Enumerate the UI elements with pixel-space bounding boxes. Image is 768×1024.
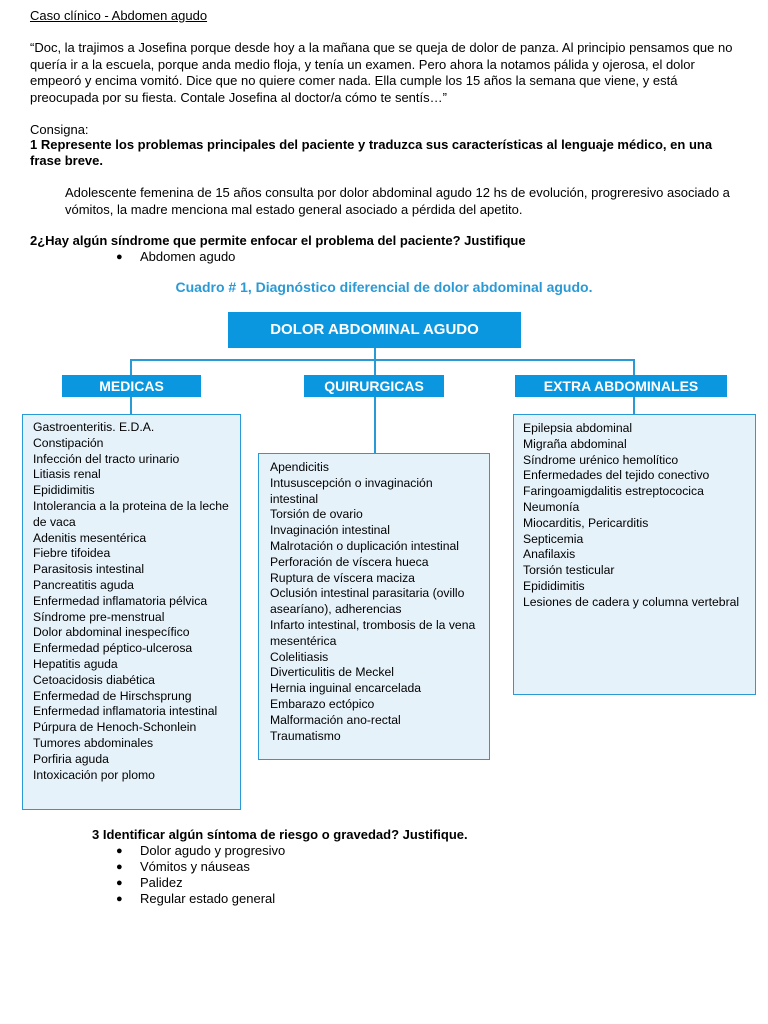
list-item: Cetoacidosis diabética (33, 672, 155, 687)
list-item (116, 249, 235, 265)
list-item: Apendicitis (270, 460, 329, 474)
list-item: Torsión testicular (523, 563, 615, 578)
list-item: Intolerancia a la proteina de la leche de vaca (33, 498, 229, 529)
list-item: Colelitiasis (270, 649, 329, 664)
list-item: Septicemia (523, 531, 584, 546)
list-item: Intususcepción o invaginación intestinal (270, 475, 433, 506)
list-item: Ruptura de víscera maciza (270, 570, 415, 585)
list-item: Traumatismo (270, 728, 341, 743)
list-item: Síndrome pre-menstrual (33, 609, 165, 624)
list-item: Torsión de ovario (270, 507, 363, 522)
list-item: Enfermedad de Hirschsprung (33, 688, 192, 703)
list-item: Epilepsia abdominal (523, 421, 633, 435)
list-item: Enfermedad inflamatoria pélvica (33, 593, 208, 608)
list-item: Adenitis mesentérica (33, 530, 147, 545)
bullet-text: Palidez (140, 875, 183, 890)
list-item: Infarto intestinal, trombosis de la vena mesentérica (270, 617, 476, 648)
quirurgicas-list-box (258, 453, 490, 760)
connector-line (633, 359, 635, 375)
bullet-icon: ● (116, 251, 123, 263)
list-item: Anafilaxis (523, 547, 576, 562)
list-item: Tumores abdominales (33, 735, 154, 750)
connector-line (374, 397, 376, 453)
list-item (116, 843, 285, 859)
list-item: Pancreatitis aguda (33, 577, 134, 592)
cuadro-title: Cuadro # 1, Diagnóstico diferencial de dolor abdominal agudo. (175, 279, 593, 295)
question-2: 2¿Hay algún síndrome que permite enfocar el problema del paciente? Justifique (30, 233, 526, 248)
answer-1: Adolescente femenina de 15 años consulta por dolor abdominal agudo 12 hs de evolución, progreresivo asociado a vómitos, la madre menciona mal estado general asociado a pérdida del apetito. (65, 185, 730, 217)
list-item: Enfermedad inflamatoria intestinal (33, 704, 218, 719)
medicas-list-box (22, 414, 241, 810)
list-item: Hepatitis aguda (33, 656, 118, 671)
bullet-text: Dolor agudo y progresivo (140, 843, 286, 858)
bullet-text: Regular estado general (140, 891, 276, 906)
list-item: Porfiria aguda (33, 751, 109, 766)
list-item: Diverticulitis de Meckel (270, 665, 394, 680)
connector-line (633, 397, 635, 414)
case-quote: “Doc, la trajimos a Josefina porque desde hoy a la mañana que se queja de dolor de panza. Al principio pensamos que no quería ir a la escuela, porque anda medio floja, y tenía un examen. Pero ahora la notamos pálida y ojerosa, el dolor empeoró y encima vomitó. Dice que no quiere comer nada. Ella cumple los 15 años la semana que viene, y está preocupada por su fiesta. Contale Josefina al doctor/a cómo te sentís…” (30, 40, 733, 105)
question-3: 3 Identificar algún síntoma de riesgo o gravedad? Justifique. (92, 827, 468, 842)
document-title: Caso clínico - Abdomen agudo (30, 8, 208, 23)
bullet-text: Abdomen agudo (140, 249, 236, 264)
list-item: Malformación ano-rectal (270, 712, 401, 727)
list-item: Miocarditis, Pericarditis (523, 515, 649, 530)
list-item: Oclusión intestinal parasitaria (ovillo asearíano), adherencias (270, 586, 465, 617)
bullet-icon: ● (116, 861, 123, 873)
extra-abdominales-header: EXTRA ABDOMINALES (515, 375, 727, 397)
bullet-icon: ● (116, 845, 123, 857)
main-category-header: DOLOR ABDOMINAL AGUDO (228, 312, 521, 348)
list-item: Fiebre tifoidea (33, 546, 111, 561)
list-item: Intoxicación por plomo (33, 767, 155, 782)
connector-line (130, 359, 132, 375)
list-item: Dolor abdominal inespecífico (33, 625, 190, 640)
question-1: 1 Represente los problemas principales del paciente y traduzca sus características al lenguaje médico, en una frase breve. (30, 137, 713, 168)
list-item: Lesiones de cadera y columna vertebral (523, 594, 740, 609)
list-item: Invaginación intestinal (270, 523, 390, 538)
connector-line (374, 359, 376, 375)
list-item: Púrpura de Henoch-Schonlein (33, 720, 197, 735)
list-item (116, 875, 183, 891)
list-item: Síndrome urénico hemolítico (523, 452, 679, 467)
list-item: Parasitosis intestinal (33, 562, 145, 577)
list-item: Perforación de víscera hueca (270, 554, 429, 569)
list-item: Malrotación o duplicación intestinal (270, 538, 460, 553)
list-item: Epididimitis (33, 483, 95, 498)
medicas-header: MEDICAS (62, 375, 201, 397)
list-item: Hernia inguinal encarcelada (270, 681, 422, 696)
list-item (116, 859, 250, 875)
quirurgicas-header: QUIRURGICAS (304, 375, 444, 397)
list-item: Faringoamigdalitis estreptococica (523, 484, 704, 499)
list-item: Constipación (33, 435, 104, 450)
list-item: Neumonía (523, 499, 580, 514)
bullet-text: Vómitos y náuseas (140, 859, 250, 874)
list-item: Gastroenteritis. E.D.A. (33, 420, 155, 434)
list-item: Infección del tracto urinario (33, 451, 180, 466)
connector-line (130, 359, 635, 361)
list-item: Epididimitis (523, 578, 585, 593)
list-item: Embarazo ectópico (270, 696, 375, 711)
bullet-icon: ● (116, 877, 123, 889)
bullet-icon: ● (116, 893, 123, 905)
connector-line (130, 397, 132, 414)
list-item: Litiasis renal (33, 467, 101, 482)
consigna-label: Consigna: (30, 122, 89, 137)
extra-abdominales-list-box (513, 414, 756, 695)
list-item: Migraña abdominal (523, 436, 627, 451)
list-item: Enfermedad péptico-ulcerosa (33, 641, 193, 656)
list-item: Enfermedades del tejido conectivo (523, 468, 710, 483)
list-item (116, 891, 275, 907)
